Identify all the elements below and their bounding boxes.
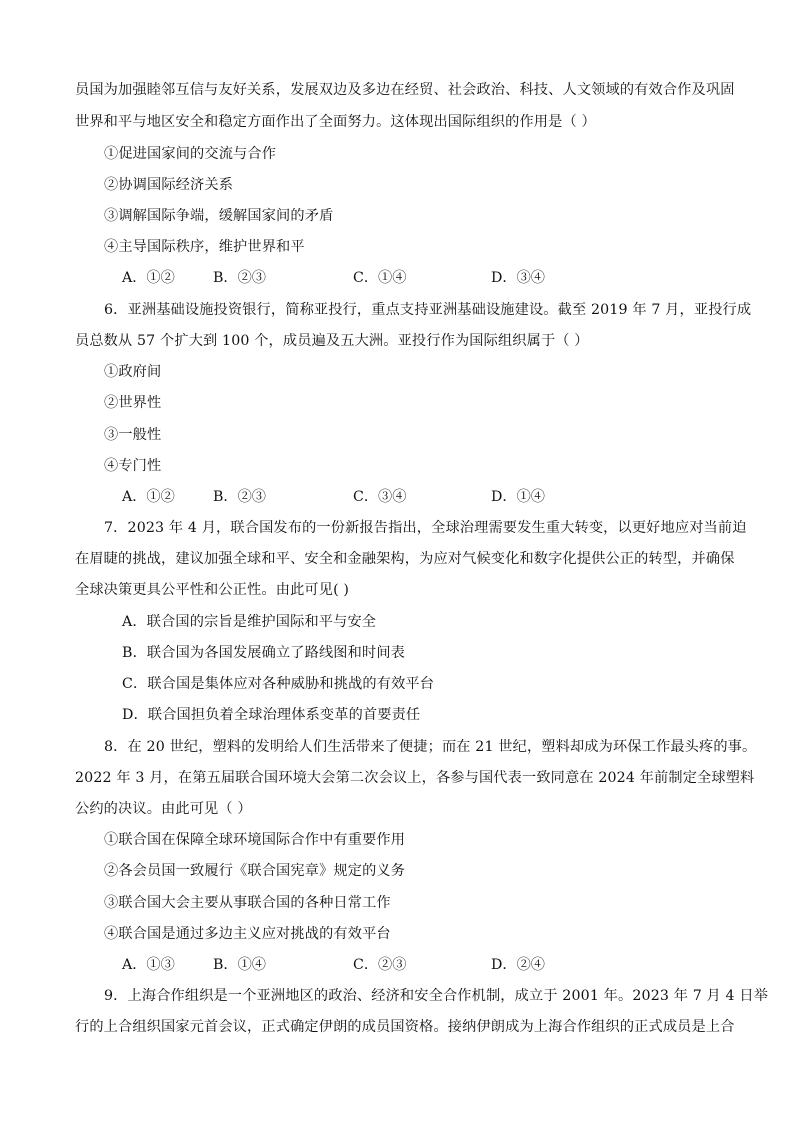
option-d: D．②④	[491, 957, 545, 973]
question-5-statement-3: ③调解国际争端，缓解国家间的矛盾	[104, 208, 334, 224]
option-d: D．③④	[491, 270, 545, 286]
question-8-statement-1: ①联合国在保障全球环境国际合作中有重要作用	[104, 832, 406, 848]
option-a: A．①②	[122, 489, 175, 505]
option-a: A．①②	[122, 270, 175, 286]
question-7-stem-line-2: 在眉睫的挑战，建议加强全球和平、安全和金融架构，为应对气候变化和数字化提供公正的转型，并确保	[75, 551, 735, 567]
question-5-statement-4: ④主导国际秩序，维护世界和平	[104, 239, 305, 255]
option-c: C．①④	[353, 270, 407, 286]
question-5-stem-line-1: 员国为加强睦邻互信与友好关系，发展双边及多边在经贸、社会政治、科技、人文领域的有效合作及巩固	[75, 82, 735, 98]
question-6-statement-1: ①政府间	[104, 364, 162, 380]
question-5-statement-2: ②协调国际经济关系	[104, 177, 234, 193]
question-8-stem-line-3: 公约的决议。由此可见（ ）	[75, 801, 252, 817]
question-7-option-b: B．联合国为各国发展确立了路线图和时间表	[122, 645, 405, 661]
question-7-option-d: D．联合国担负着全球治理体系变革的首要责任	[122, 707, 421, 723]
option-c: C．②③	[353, 957, 407, 973]
question-8-statement-2: ②各会员国一致履行《联合国宪章》规定的义务	[104, 863, 406, 879]
question-8-stem-line-1: 8．在 20 世纪，塑料的发明给人们生活带来了便捷；而在 21 世纪，塑料却成为环保工作最头疼的事。	[104, 739, 757, 755]
question-8-statement-3: ③联合国大会主要从事联合国的各种日常工作	[104, 895, 391, 911]
question-6-stem-line-1: 6．亚洲基础设施投资银行，简称亚投行，重点支持亚洲基础设施建设。截至 2019 年 7 月，亚投行成	[104, 302, 752, 318]
option-d: D．①④	[491, 489, 545, 505]
option-b: B．①④	[213, 957, 266, 973]
option-b: B．②③	[213, 489, 266, 505]
question-9-stem-line-1: 9．上海合作组织是一个亚洲地区的政治、经济和安全合作机制，成立于 2001 年。2023 年 7 月 4 日举	[104, 988, 769, 1004]
question-7-option-c: C．联合国是集体应对各种威胁和挑战的有效平台	[122, 676, 435, 692]
question-6-statement-4: ④专门性	[104, 458, 162, 474]
question-7-stem-line-1: 7．2023 年 4 月，联合国发布的一份新报告指出，全球治理需要发生重大转变，以更好地应对当前迫	[104, 520, 747, 536]
option-b: B．②③	[213, 270, 266, 286]
question-9-stem-line-2: 行的上合组织国家元首会议，正式确定伊朗的成员国资格。接纳伊朗成为上海合作组织的正式成员是上合	[75, 1019, 735, 1035]
option-c: C．③④	[353, 489, 407, 505]
question-7-option-a: A．联合国的宗旨是维护国际和平与安全	[122, 614, 377, 630]
question-5-statement-1: ①促进国家间的交流与合作	[104, 146, 277, 162]
question-5-stem-line-2: 世界和平与地区安全和稳定方面作出了全面努力。这体现出国际组织的作用是（ ）	[75, 114, 596, 130]
question-6-statement-2: ②世界性	[104, 395, 162, 411]
question-6-statement-3: ③一般性	[104, 427, 162, 443]
question-6-stem-line-2: 员总数从 57 个扩大到 100 个，成员遍及五大洲。亚投行作为国际组织属于（ ）	[75, 333, 589, 349]
option-a: A．①③	[122, 957, 175, 973]
question-8-statement-4: ④联合国是通过多边主义应对挑战的有效平台	[104, 926, 391, 942]
question-7-stem-line-3: 全球决策更具公平性和公正性。由此可见( )	[75, 582, 350, 598]
question-8-stem-line-2: 2022 年 3 月，在第五届联合国环境大会第二次会议上，各参与国代表一致同意在 2024 年前制定全球塑料	[75, 770, 755, 786]
